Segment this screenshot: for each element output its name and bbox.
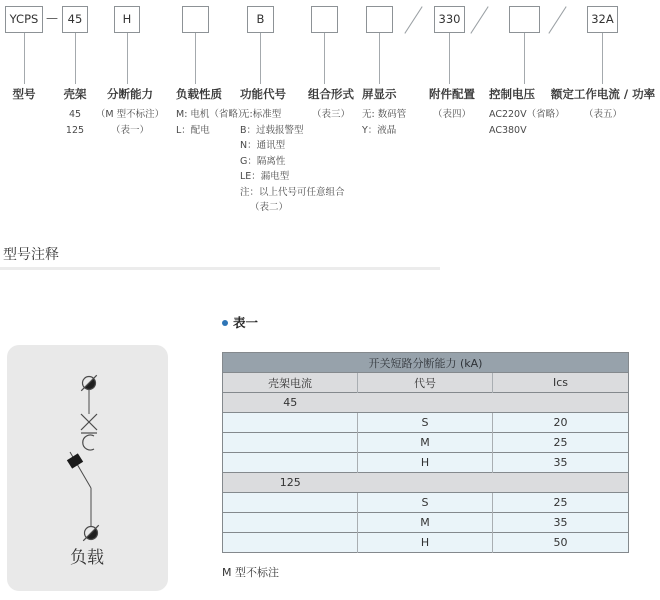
frame-group-row [223, 473, 629, 493]
cell-code: S [358, 413, 493, 433]
cell-empty [223, 413, 358, 433]
table-row [223, 513, 629, 533]
field-option: （表一） [110, 124, 149, 136]
cell-empty [223, 493, 358, 513]
cell-code: H [358, 453, 493, 473]
field-combination-form [307, 86, 355, 123]
section-divider [0, 267, 440, 270]
cell-empty [223, 513, 358, 533]
field-option: LE：漏电型 [240, 171, 290, 182]
cell-code: S [358, 493, 493, 513]
field-option: AC380V [489, 124, 527, 136]
field-option: 无: 数码管 [362, 109, 407, 120]
frame-current: 45 [223, 393, 358, 413]
circuit-diagram-panel [7, 345, 168, 591]
table-header-row [223, 373, 629, 393]
cell-code: M [358, 433, 493, 453]
field-frame [53, 86, 97, 138]
slash-separator [470, 6, 488, 33]
connector-line [449, 33, 450, 84]
breaking-capacity-table [222, 352, 629, 553]
cell-ics: 35 [493, 453, 629, 473]
cell-empty [223, 453, 358, 473]
connector-line [324, 33, 325, 84]
field-load-nature [176, 86, 248, 138]
cell-ics: 20 [493, 413, 629, 433]
connector-line [127, 33, 128, 84]
frame-group-fill [358, 473, 629, 493]
field-option: G：隔离性 [240, 155, 286, 167]
field-option: 45 [68, 109, 82, 120]
box-rated-current: 32A [587, 6, 618, 33]
field-title: 屏显示 [362, 87, 397, 101]
slash-separator [548, 6, 566, 33]
field-model [2, 86, 46, 107]
connector-line [75, 33, 76, 84]
field-title: 型号 [12, 87, 36, 101]
field-title: 负载性质 [176, 87, 222, 101]
coil-icon [83, 435, 94, 450]
connector-line [379, 33, 380, 84]
field-title: 壳架 [63, 87, 87, 101]
dash-separator: — [46, 11, 58, 25]
connector-line [260, 33, 261, 84]
field-table-ref: （表三） [311, 109, 350, 120]
table-title-row [223, 353, 629, 373]
field-table-ref: （表四） [432, 109, 471, 120]
box-control-voltage [509, 6, 540, 33]
circuit-diagram [7, 345, 168, 591]
frame-group-row [223, 393, 629, 413]
field-option: N：通讯型 [240, 140, 286, 151]
table-row [223, 413, 629, 433]
connector-line [602, 33, 603, 84]
bullet-icon [222, 320, 228, 326]
box-accessory-config: 330 [434, 6, 465, 33]
field-option: （M 型不标注） [95, 109, 165, 120]
field-title: 额定工作电流 / 功率 [550, 87, 656, 101]
field-breaking-capacity [94, 86, 166, 138]
field-title: 控制电压 [489, 87, 535, 101]
slash-separator [404, 6, 422, 33]
section-title: 型号注释 [3, 247, 59, 263]
table-row [223, 433, 629, 453]
cell-ics: 25 [493, 433, 629, 453]
frame-group-fill [358, 393, 629, 413]
table-one-label: 表一 [233, 315, 259, 330]
field-screen-display [362, 86, 424, 138]
connector-line [24, 33, 25, 84]
table-row [223, 453, 629, 473]
field-title: 分断能力 [107, 87, 153, 101]
cell-ics: 25 [493, 493, 629, 513]
connector-line [195, 33, 196, 84]
field-option: Y：液晶 [362, 124, 397, 136]
field-table-ref: （表二） [250, 202, 289, 213]
field-option: 无:标准型 [240, 109, 282, 120]
field-rated-current-power [550, 86, 656, 123]
box-breaking-capacity: H [114, 6, 140, 33]
field-option: M: 电机（省略） [176, 109, 248, 120]
col-header: Ics [493, 373, 629, 393]
field-accessory-config [428, 86, 476, 123]
field-option: AC220V（省略） [489, 109, 565, 120]
field-table-ref: （表五） [583, 109, 622, 120]
field-option: L：配电 [176, 124, 210, 136]
box-screen-display [366, 6, 393, 33]
cell-empty [223, 533, 358, 553]
load-caption: 负载 [70, 548, 104, 568]
table-footnote: M 型不标注 [222, 566, 279, 579]
table-title: 开关短路分断能力 (kA) [223, 353, 629, 373]
box-load-nature [182, 6, 209, 33]
field-option: B：过载报警型 [240, 124, 304, 136]
table-row [223, 493, 629, 513]
box-frame: 45 [62, 6, 88, 33]
field-option: 125 [65, 124, 85, 136]
field-title: 附件配置 [429, 87, 475, 101]
breaker-icon [81, 414, 97, 433]
field-note: 注：以上代号可任意组合 [240, 186, 345, 198]
table-row [223, 533, 629, 553]
col-header: 壳架电流 [223, 373, 358, 393]
field-title: 功能代号 [240, 87, 286, 101]
connector-line [524, 33, 525, 84]
frame-current: 125 [223, 473, 358, 493]
cell-code: H [358, 533, 493, 553]
box-model-prefix: YCPS [5, 6, 43, 33]
box-function-code: B [247, 6, 274, 33]
col-header: 代号 [358, 373, 493, 393]
field-title: 组合形式 [308, 87, 354, 101]
cell-code: M [358, 513, 493, 533]
fuse-block-icon [67, 453, 83, 468]
cell-empty [223, 433, 358, 453]
cell-ics: 35 [493, 513, 629, 533]
box-combination-form [311, 6, 338, 33]
cell-ics: 50 [493, 533, 629, 553]
